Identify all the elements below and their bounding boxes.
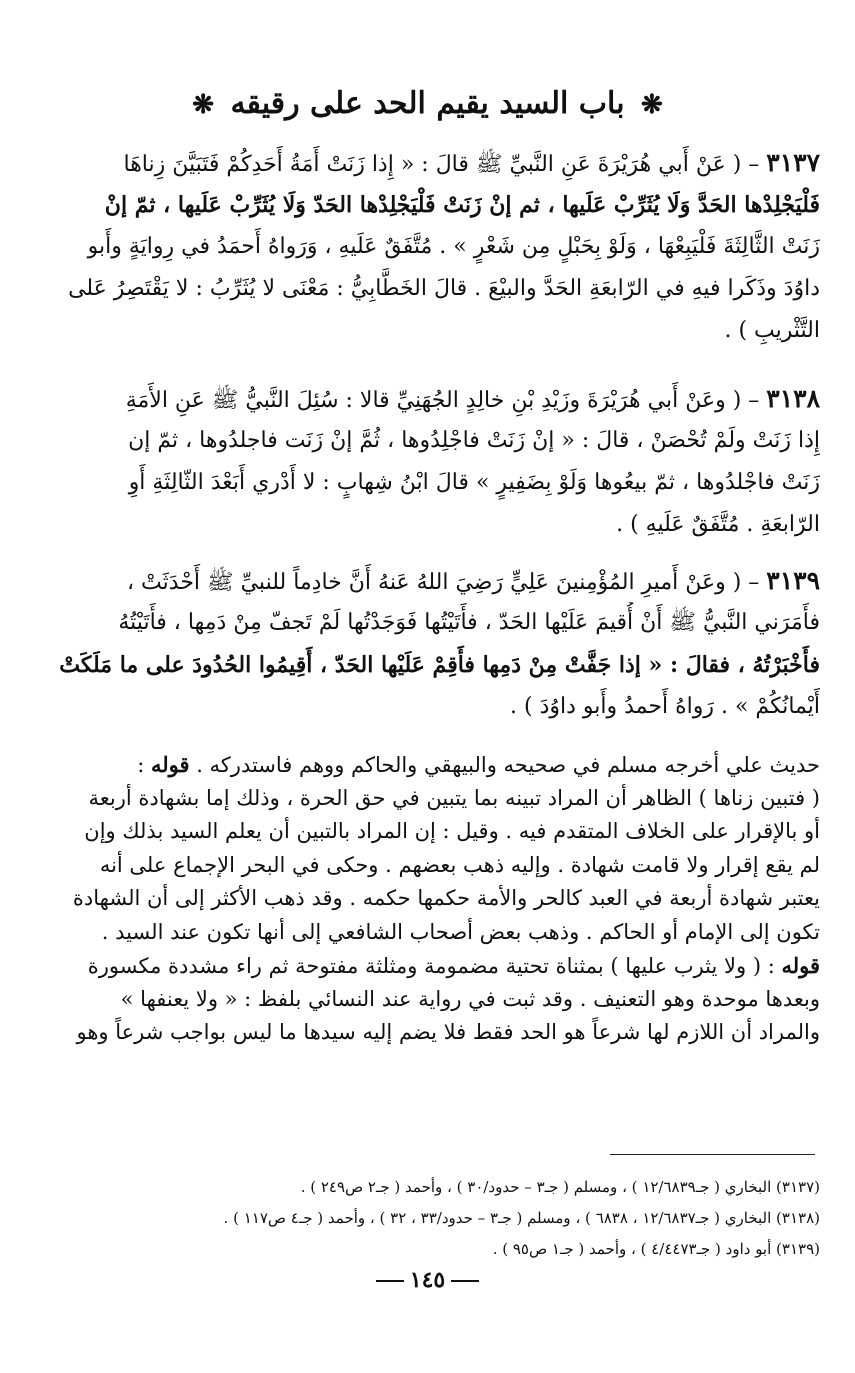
ornament-star-icon: ❋ bbox=[641, 90, 663, 120]
commentary bbox=[38, 748, 820, 1050]
footnote-divider bbox=[610, 1154, 815, 1155]
page-number-dash bbox=[376, 1280, 404, 1282]
commentary-keyword: قوله bbox=[150, 752, 190, 777]
footnote: (٣١٣٧) البخاري ( جـ١٢/٦٨٣٩ ) ، ومسلم ( جـ٣ – حدود/٣٠ ) ، وأحمد ( جـ٢ ص٢٤٩ ) . bbox=[300, 1178, 820, 1196]
hadith-line: فأَمَرَني النَّبيُّ ﷺ أَنْ أُقيمَ عَلَيْها الحَدّ ، فأَتَيْتُها فَوَجَدْتُها لَمْ تَجفّ مِنْ دَمِها ، فأَتَيْتُهُ bbox=[118, 610, 820, 635]
hadith-3137 bbox=[38, 142, 820, 352]
commentary-line: قوله : ( ولا يثرب عليها ) بمثناة تحتية مضمومة ومثلثة مفتوحة ثم راء مشددة مكسورة bbox=[87, 953, 820, 978]
hadith-line: فأَخْبَرْتُهُ ، فقالَ : « إذا جَفَّتْ مِنْ دَمِها فأَقِمْ عَلَيْها الحَدّ ، أَقِيمُوا الحُدُودَ على ما مَلَكَتْ bbox=[59, 652, 820, 678]
hadith-3139 bbox=[38, 560, 820, 728]
hadith-line: الرّابعَةِ . مُتَّفَقٌ عَلَيهِ ) . bbox=[616, 512, 820, 537]
hadith-line: ٣١٣٧ – ( عَنْ أَبي هُرَيْرَةَ عَنِ النَّبيِّ ﷺ قالَ : « إِذا زَنَتْ أَمَةُ أَحَدِكُمْ فَتَبَيَّنَ زِناهَا bbox=[123, 148, 820, 177]
hadith-line: داوُدَ وذَكَرا فيهِ في الرّابعَةِ الحَدَّ والبيْعَ . قالَ الخَطَّابِيُّ : مَعْنَى لا يُثَرِّبُ : لا يَقْتَصِرُ عَلى bbox=[68, 276, 820, 301]
hadith-line: أَيْمانُكُمْ » . رَواهُ أَحمدُ وأَبو داوُدَ ) . bbox=[510, 694, 820, 719]
commentary-line: تكون إلى الإمام أو الحاكم . وذهب بعض أصحاب الشافعي إلى أنها تكون عند السيد . bbox=[101, 919, 820, 944]
page-number-dash bbox=[451, 1280, 479, 1282]
hadith-line: زَنَتْ الثَّالِثَةَ فَلْيَبِعْهَا ، وَلَوْ بِحَبْلٍ مِن شَعْرٍ » . مُتَّفَقٌ عَلَيهِ ، وَرَواهُ أَحمَدُ في رِوايَةٍ وأَبو bbox=[87, 234, 820, 259]
hadith-number: ٣١٣٨ bbox=[766, 384, 820, 413]
footnote: (٣١٣٩) أبو داود ( جـ٤/٤٤٧٣ ) ، وأحمد ( جـ١ ص٩٥ ) . bbox=[492, 1240, 820, 1258]
hadith-line: ٣١٣٩ – ( وعَنْ أَميرِ المُؤْمِنينَ عَلِيٍّ رَضِيَ اللهُ عَنهُ أَنَّ خادِماً للنبيِّ ﷺ أَحْدَثَتْ ، bbox=[126, 566, 820, 595]
commentary-line: حديث علي أخرجه مسلم في صحيحه والبيهقي والحاكم ووهم فاستدركه . قوله : bbox=[137, 752, 820, 777]
footnotes bbox=[60, 1172, 820, 1265]
commentary-line: وبعدها موحدة وهو التعنيف . وقد ثبت في رواية عند النسائي بلفظ : « ولا يعنفها » bbox=[120, 986, 820, 1011]
hadith-line: فَلْيَجْلِدْها الحَدَّ وَلَا يُثَرِّبْ عَلَيها ، ثم إنْ زَنَتْ فَلْيَجْلِدْها الحَدّ وَلَا يُثَرِّبْ عَلَيها ، ثمّ إنْ bbox=[104, 192, 820, 218]
footnote: (٣١٣٨) البخاري ( جـ١٢/٦٨٣٧ ، ٦٨٣٨ ) ، ومسلم ( جـ٣ – حدود/٣٣ ، ٣٢ ) ، وأحمد ( جـ٤ ص١١٧ ) . bbox=[223, 1209, 820, 1227]
commentary-line: يعتبر شهادة أربعة في العبد كالحر والأمة حكمها حكمه . وقد ذهب الأكثر إلى أن الشهادة bbox=[72, 886, 820, 910]
ornament-star-icon: ❋ bbox=[192, 90, 214, 120]
chapter-title-text: باب السيد يقيم الحد على رقيقه bbox=[230, 86, 625, 121]
page-number-text: ١٤٥ bbox=[409, 1267, 446, 1293]
commentary-line: لم يقع إقرار ولا قامت شهادة . وإليه ذهب بعضهم . وحكى في البحر الإجماع على أنه bbox=[99, 852, 820, 877]
page-number bbox=[0, 1265, 855, 1295]
chapter-title bbox=[0, 82, 855, 127]
hadith-line: التَّثْريبِ ) . bbox=[724, 318, 820, 343]
commentary-keyword: قوله bbox=[781, 953, 820, 978]
hadith-line: ٣١٣٨ – ( وعَنْ أَبي هُرَيْرَةَ وزَيْدِ بْنِ خالِدٍ الجُهَنِيِّ قالا : سُئِلَ النَّبيُّ ﷺ عَنِ الأَمَةِ bbox=[125, 384, 820, 413]
hadith-line: زَنَتْ فاجْلدُوها ، ثمّ بيعُوها وَلَوْ بِضَفِيرٍ » قالَ ابْنُ شِهابٍ : لا أَدْري أَبَعْدَ الثّالِثَةِ أَوِ bbox=[128, 470, 820, 495]
hadith-3138 bbox=[38, 378, 820, 546]
hadith-number: ٣١٣٧ bbox=[766, 148, 820, 177]
commentary-line: ( فتبين زناها ) الظاهر أن المراد تبينه بما يتبين في حق الحرة ، وذلك إما بشهادة أربعة bbox=[88, 785, 820, 810]
commentary-line: أو بالإقرار على الخلاف المتقدم فيه . وقيل : إن المراد بالتبين أن يعلم السيد بذلك وإن bbox=[84, 819, 820, 843]
hadith-number: ٣١٣٩ bbox=[766, 566, 820, 595]
commentary-line: والمراد أن اللازم لها شرعاً هو الحد فقط فلا يضم إليه سيدها ما ليس بواجب شرعاً وهو bbox=[76, 1020, 820, 1044]
hadith-line: إِذا زَنَتْ ولَمْ تُحْصَنْ ، قالَ : « إنْ زَنَتْ فاجْلِدُوها ، ثُمَّ إنْ زَنَت فاجلدُوها ، ثمّ إن bbox=[128, 428, 820, 453]
